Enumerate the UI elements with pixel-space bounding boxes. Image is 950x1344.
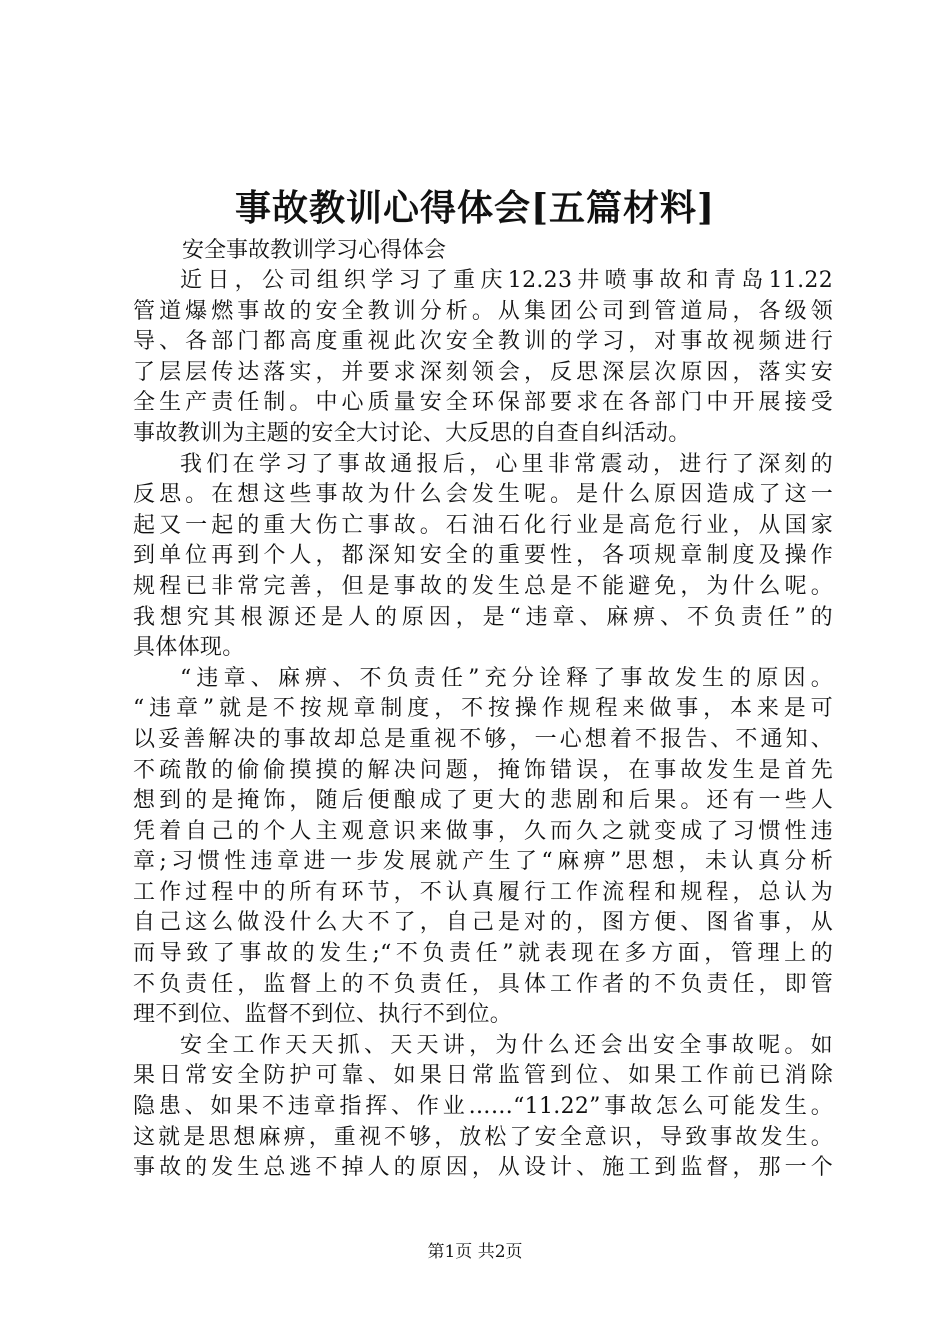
body-line: “违章、麻痹、不负责任”充分诠释了事故发生的原因。	[180, 665, 833, 691]
body-line: 这就是思想麻痹，重视不够，放松了安全意识，导致事故发生。	[133, 1124, 833, 1150]
body-line: 导、各部门都高度重视此次安全教训的学习，对事故视频进行	[133, 329, 833, 355]
body-line: 安全工作天天抓、天天讲，为什么还会出安全事故呢。如	[180, 1032, 833, 1058]
body-line: 起又一起的重大伤亡事故。石油石化行业是高危行业，从国家	[133, 512, 833, 538]
body-line: 理不到位、监督不到位、执行不到位。	[133, 1002, 513, 1028]
body-line: 工作过程中的所有环节，不认真履行工作流程和规程，总认为	[133, 879, 833, 905]
body-line: 凭着自己的个人主观意识来做事，久而久之就变成了习惯性违	[133, 818, 833, 844]
document-body	[133, 266, 833, 1184]
body-line: 以妥善解决的事故却总是重视不够，一心想着不报告、不通知、	[133, 726, 833, 752]
body-line: 不疏散的偷偷摸摸的解决问题，掩饰错误，在事故发生是首先	[133, 757, 833, 783]
body-line: 我们在学习了事故通报后，心里非常震动，进行了深刻的	[180, 451, 833, 477]
body-line: 隐患、如果不违章指挥、作业……“11.22”事故怎么可能发生。	[133, 1094, 833, 1120]
body-line: 自己这么做没什么大不了，自己是对的，图方便、图省事，从	[133, 910, 833, 936]
body-line: 而导致了事故的发生;“不负责任”就表现在多方面，管理上的	[133, 941, 833, 967]
body-line: 规程已非常完善，但是事故的发生总是不能避免，为什么呢。	[133, 573, 833, 599]
body-line: 反思。在想这些事故为什么会发生呢。是什么原因造成了这一	[133, 482, 833, 508]
body-line: 全生产责任制。中心质量安全环保部要求在各部门中开展接受	[133, 390, 833, 416]
body-line: 具体体现。	[133, 635, 245, 661]
body-line: 想到的是掩饰，随后便酿成了更大的悲剧和后果。还有一些人	[133, 788, 833, 814]
body-line: 章;习惯性违章进一步发展就产生了“麻痹”思想，未认真分析	[133, 849, 833, 875]
body-line: 果日常安全防护可靠、如果日常监管到位、如果工作前已消除	[133, 1063, 833, 1089]
body-line: 近日，公司组织学习了重庆12.23井喷事故和青岛11.22	[180, 268, 833, 293]
body-line: 到单位再到个人，都深知安全的重要性，各项规章制度及操作	[133, 543, 833, 569]
body-line: 事故教训为主题的安全大讨论、大反思的自查自纠活动。	[133, 420, 691, 446]
page-number-footer: 第1页 共2页	[427, 1242, 523, 1262]
body-line: 我想究其根源还是人的原因，是“违章、麻痹、不负责任”的	[133, 604, 833, 630]
body-line: 了层层传达落实，并要求深刻领会，反思深层次原因，落实安	[133, 359, 833, 385]
body-line: “违章”就是不按规章制度，不按操作规程来做事，本来是可	[133, 696, 833, 722]
body-line: 事故的发生总逃不掉人的原因，从设计、施工到监督，那一个	[133, 1155, 833, 1181]
body-line: 不负责任，监督上的不负责任，具体工作者的不负责任，即管	[133, 971, 833, 997]
document-subtitle: 安全事故教训学习心得体会	[182, 238, 447, 263]
document-title: 事故教训心得体会[五篇材料]	[234, 187, 716, 229]
body-line: 管道爆燃事故的安全教训分析。从集团公司到管道局，各级领	[133, 298, 833, 324]
